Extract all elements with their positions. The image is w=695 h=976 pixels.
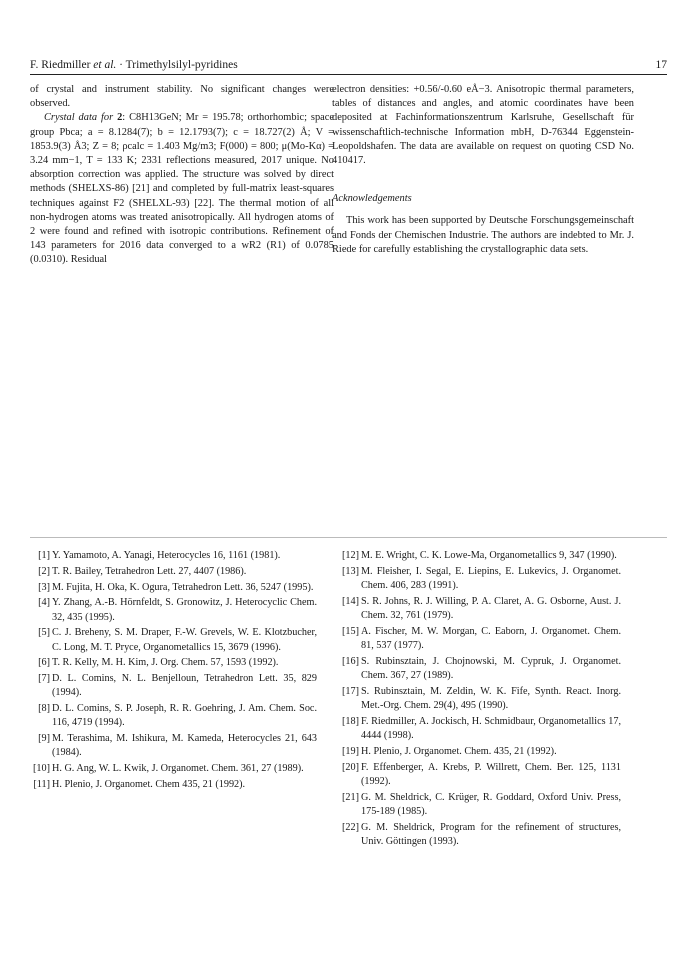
reference-item	[331, 625, 621, 653]
reference-text: H. Plenio, J. Organomet. Chem. 435, 21 (1992).	[361, 745, 557, 757]
reference-item	[331, 761, 621, 789]
reference-text: G. M. Sheldrick, Program for the refinement of structures, Univ. Göttingen (1993).	[361, 821, 621, 847]
header-etal: et al.	[93, 59, 117, 71]
reference-item	[331, 655, 621, 683]
reference-item	[22, 549, 317, 563]
reference-number: [9]	[38, 733, 50, 745]
reference-number: [1]	[38, 550, 50, 561]
reference-item	[22, 596, 317, 624]
page-number: 17	[655, 59, 667, 71]
reference-number: [16]	[342, 655, 359, 667]
reference-item	[22, 732, 317, 760]
reference-item	[331, 549, 621, 563]
acknowledgements-text: This work has been supported by Deutsche Forschungsgemeinschaft and Fonds der Chemischen Industrie. The authors are indebted to Mr. J. Riede for carefully establishing the crystallographic data sets.	[332, 215, 634, 255]
reference-text: M. Fujita, H. Oka, K. Ogura, Tetrahedron Lett. 36, 5247 (1995).	[52, 581, 314, 593]
reference-number: [11]	[33, 778, 50, 790]
reference-item	[331, 821, 621, 849]
references-right	[331, 549, 621, 851]
reference-text: H. Plenio, J. Organomet. Chem 435, 21 (1992).	[52, 778, 246, 790]
running-header	[30, 57, 667, 73]
reference-text: D. L. Comins, N. L. Benjelloun, Tetrahedron Lett. 35, 829 (1994).	[52, 673, 317, 699]
header-citation	[30, 57, 238, 73]
reference-text: F. Effenberger, A. Krebs, P. Willrett, Chem. Ber. 125, 1131 (1992).	[361, 761, 621, 787]
reference-number: [8]	[38, 703, 50, 715]
reference-item	[22, 656, 317, 670]
reference-item	[22, 702, 317, 730]
reference-text: S. R. Johns, R. J. Willing, P. A. Claret, A. G. Osborne, Aust. J. Chem. 32, 761 (1979).	[361, 595, 621, 621]
reference-item	[22, 565, 317, 579]
reference-text: Y. Zhang, A.-B. Hörnfeldt, S. Gronowitz, J. Heterocyclic Chem. 32, 435 (1995).	[52, 597, 317, 623]
paragraph-crystal-data	[30, 111, 334, 267]
reference-number: [5]	[38, 627, 50, 639]
reference-text: T. R. Bailey, Tetrahedron Lett. 27, 4407 (1986).	[52, 565, 247, 577]
reference-number: [22]	[342, 821, 359, 833]
reference-number: [13]	[342, 565, 359, 577]
reference-text: S. Rubinsztain, J. Chojnowski, M. Cypruk, J. Organomet. Chem. 367, 27 (1989).	[361, 655, 621, 681]
reference-item	[331, 595, 621, 623]
reference-number: [20]	[342, 761, 359, 773]
reference-item	[331, 685, 621, 713]
reference-text: S. Rubinsztain, M. Zeldin, W. K. Fife, Synth. React. Inorg. Met.-Org. Chem. 29(4), 495 (1990).	[361, 685, 621, 711]
reference-item	[22, 626, 317, 654]
references-rule	[30, 537, 667, 538]
reference-text: M. E. Wright, C. K. Lowe-Ma, Organometallics 9, 347 (1990).	[361, 550, 617, 561]
reference-text: D. L. Comins, S. P. Joseph, R. R. Goehring, J. Am. Chem. Soc. 116, 4719 (1994).	[52, 703, 317, 729]
left-column	[30, 83, 334, 268]
reference-number: [3]	[38, 581, 50, 593]
reference-number: [7]	[38, 673, 50, 685]
reference-text: M. Terashima, M. Ishikura, M. Kameda, Heterocycles 21, 643 (1984).	[52, 733, 317, 759]
reference-number: [21]	[342, 791, 359, 803]
paragraph-stability: of crystal and instrument stability. No significant changes were observed.	[30, 84, 334, 110]
reference-item	[331, 745, 621, 759]
reference-number: [15]	[342, 625, 359, 637]
reference-item	[331, 565, 621, 593]
crystal-data-text: : C8H13GeN; Mr = 195.78; orthorhombic; space group Pbca; a = 8.1284(7); b = 12.1793(7); c = 18.727(2) Å; V = 1853.9(3) Å3; Z = 8; ρcalc = 1.403 Mg/m3; F(000) = 800; μ(Mo-Kα) = 3.24 mm−1, T = 133 K; 2331 reflections measured, 2017 unique. No absorption correction was applied. The structure was solved by direct methods (SHELXS-86) [21] and completed by full-matrix least-squares techniques against F2 (SHELXL-93) [22]. The thermal motion of all non-hydrogen atoms was treated anisotropically. All hydrogen atoms of 2 were found and refined with isotropic contributions. Refinement of 143 parameters for 2016 data converged to a wR2 (R1) of 0.0785 (0.0310). Residual	[30, 112, 334, 266]
reference-number: [17]	[342, 685, 359, 697]
reference-item	[22, 762, 317, 776]
reference-text: H. G. Ang, W. L. Kwik, J. Organomet. Chem. 361, 27 (1989).	[52, 763, 304, 775]
reference-item	[22, 778, 317, 792]
reference-number: [4]	[38, 597, 50, 609]
crystal-data-label: Crystal data for	[44, 112, 118, 124]
header-title: Trimethylsilyl-pyridines	[125, 59, 238, 71]
reference-item	[331, 791, 621, 819]
compound-number: 2	[117, 112, 123, 124]
reference-number: [18]	[342, 715, 359, 727]
reference-number: [6]	[38, 657, 50, 669]
acknowledgements-heading: Acknowledgements	[332, 193, 412, 205]
reference-number: [19]	[342, 745, 359, 757]
reference-item	[22, 672, 317, 700]
reference-number: [2]	[38, 565, 50, 577]
reference-text: A. Fischer, M. W. Morgan, C. Eaborn, J. Organomet. Chem. 81, 537 (1977).	[361, 625, 621, 651]
reference-text: M. Fleisher, I. Segal, E. Liepins, E. Lukevics, J. Organomet. Chem. 406, 283 (1991).	[361, 565, 621, 591]
reference-text: C. J. Breheny, S. M. Draper, F.-W. Grevels, W. E. Klotzbucher, C. Long, M. T. Pryce, Organometallics 15, 3679 (1996).	[52, 627, 317, 653]
reference-text: F. Riedmiller, A. Jockisch, H. Schmidbaur, Organometallics 17, 4444 (1998).	[361, 715, 621, 741]
reference-text: T. R. Kelly, M. H. Kim, J. Org. Chem. 57, 1593 (1992).	[52, 657, 279, 669]
paragraph-residual: electron densities: +0.56/-0.60 eÅ−3. Anisotropic thermal parameters, tables of distances and angles, and atomic coordinates have been deposited at Fachinformationszentrum Karlsruhe, Gesellschaft für wissenschaftlich-technische Information mbH, D-76344 Eggenstein-Leopoldshafen. The data are available on request on quoting CSD No. 410417.	[332, 84, 634, 167]
reference-text: Y. Yamamoto, A. Yanagi, Heterocycles 16, 1161 (1981).	[52, 550, 281, 561]
references-left	[22, 549, 317, 794]
reference-text: G. M. Sheldrick, C. Krüger, R. Goddard, Oxford Univ. Press, 175-189 (1985).	[361, 791, 621, 817]
right-column	[332, 83, 634, 257]
reference-number: [12]	[342, 550, 359, 561]
reference-number: [10]	[33, 763, 50, 775]
header-rule	[30, 74, 667, 75]
reference-item	[22, 581, 317, 595]
header-author: F. Riedmiller	[30, 59, 91, 71]
header-separator: ·	[116, 59, 126, 71]
reference-number: [14]	[342, 595, 359, 607]
reference-item	[331, 715, 621, 743]
